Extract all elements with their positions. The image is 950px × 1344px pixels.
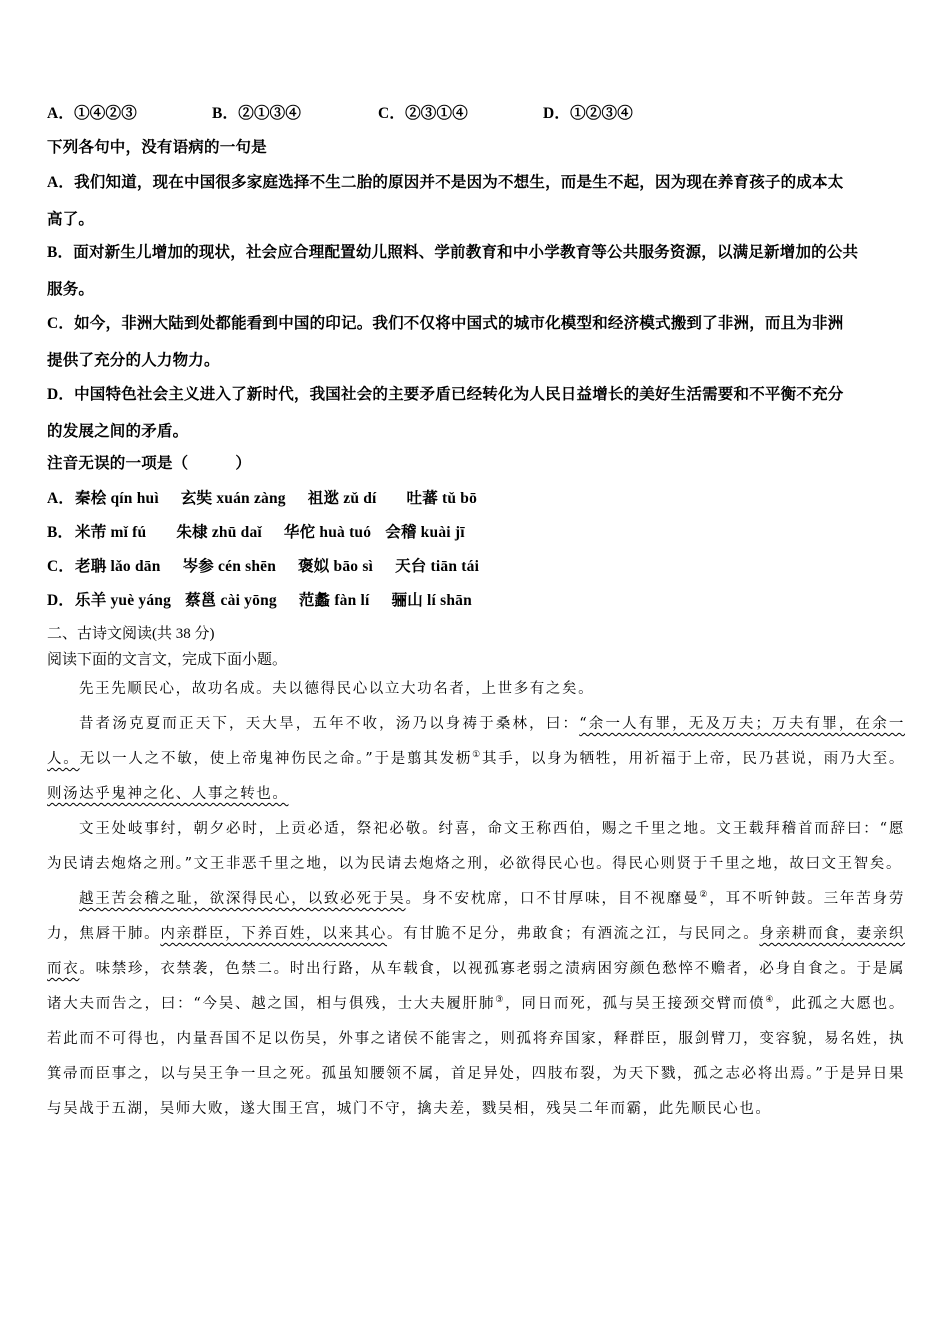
pinyin-option-b [47, 520, 487, 542]
pinyin-item: 米芾 mǐ fú [75, 524, 147, 541]
underlined-sentence: 内亲群臣，下养百姓，以来其心 [160, 926, 388, 942]
grammar-option-b-line2: 服务。 [47, 281, 95, 298]
passage-text: 。味禁珍，衣禁袭，色禁二。时出行路，从车载食，以视孤寡老弱之渍病困穷颜色愁悴不赡者，必身自食之。于是属诸大夫而告之，曰：“今吴、越之国，相与俱残，士大夫履肝肺 [47, 961, 905, 1012]
passage-text: ，耳不听钟鼓。三年苦身劳力，焦唇干肺。 [47, 891, 906, 942]
pinyin-item: 天台 tiān tái [395, 558, 480, 575]
pinyin-item: 朱棣 zhū daǐ [176, 524, 262, 541]
grammar-question-stem: 下列各句中，没有语病的一句是 [47, 139, 267, 156]
passage-paragraph-4 [47, 882, 905, 1127]
footnote-marker: ① [472, 750, 482, 761]
underlined-sentence: “余一人有罪，无及万夫；万夫有罪，在余一人。 [47, 716, 905, 767]
pinyin-item: 骊山 lí shān [391, 592, 472, 609]
option-b: B．②①③④ [212, 105, 302, 122]
passage-text: ，此孤之大愿也。若此而不可得也，内量吾国不足以伤吴，外事之诸侯不能害之，则孤将弃国家，释群臣，服剑臂刀，变容貌，易名姓，执箕帚而臣事之，以与吴王争一旦之死。孤虽知腰领不属，首足异处，四肢布裂，为天下戮，孤之志必将出焉。”于是异日果与吴战于五湖，吴师大败，遂大围王宫，城门不守，擒夫差，戮吴相，残吴二年而霸，此先顺民心也。 [47, 996, 906, 1117]
pinyin-option-label: C． [47, 558, 75, 575]
pinyin-item: 范蠡 fàn lí [298, 592, 370, 609]
section-title: 二、古诗文阅读(共 38 分) [47, 626, 215, 642]
pinyin-item: 华佗 huà tuó [283, 524, 372, 541]
footnote-marker: ③ [495, 995, 506, 1006]
option-d: D．①②③④ [543, 105, 633, 122]
footnote-marker: ④ [765, 995, 776, 1006]
option-a: A．①④②③ [47, 105, 137, 122]
pinyin-option-label: A． [47, 490, 75, 507]
underlined-sentence: 则汤达乎鬼神之化、人事之转也。 [47, 786, 289, 802]
passage-paragraph-2 [47, 707, 905, 812]
grammar-option-d-line2: 的发展之间的矛盾。 [47, 423, 189, 440]
pinyin-option-c [47, 554, 501, 576]
classical-passage [47, 672, 905, 1127]
pinyin-option-label: B． [47, 524, 74, 541]
passage-text: 。有甘脆不足分，弗敢食；有酒流之江，与民同之。 [387, 926, 760, 942]
passage-text: 无以一人之不敏，使上帝鬼神伤民之命。”于是翦其发枥 [79, 751, 473, 767]
grammar-option-d-line1: D．中国特色社会主义进入了新时代，我国社会的主要矛盾已经转化为人民日益增长的美好生活需要和不平衡不充分 [47, 386, 844, 403]
footnote-marker: ② [699, 890, 710, 901]
pinyin-item: 祖逖 zǔ dí [307, 490, 377, 507]
pinyin-item: 会稽 kuài jī [385, 524, 465, 541]
pinyin-option-a [47, 486, 499, 508]
pinyin-option-label: D． [47, 592, 75, 609]
pinyin-item: 玄奘 xuán zàng [180, 490, 286, 507]
grammar-option-a-line2: 高了。 [47, 211, 95, 228]
grammar-option-b-line1: B．面对新生儿增加的现状，社会应合理配置幼儿照料、学前教育和中小学教育等公共服务资源，以满足新增加的公共 [47, 244, 859, 261]
pinyin-item: 老聃 lǎo dān [75, 558, 161, 575]
passage-text: 昔者汤克夏而正天下，天大旱，五年不收，汤乃以身祷于桑林，曰： [79, 716, 580, 732]
option-c: C．②③①④ [378, 105, 468, 122]
pinyin-item: 褒姒 bāo sì [298, 558, 374, 575]
pinyin-option-d [47, 588, 494, 610]
passage-text: ，同日而死，孤与吴王接颈交臂而偾 [505, 996, 766, 1012]
passage-text: 。身不安枕席，口不甘厚味，目不视靡曼 [405, 891, 700, 907]
grammar-option-c-line2: 提供了充分的人力物力。 [47, 352, 220, 369]
pinyin-item: 吐蕃 tǔ bō [406, 490, 478, 507]
pinyin-item: 蔡邕 cài yōng [185, 592, 277, 609]
pinyin-item: 岑参 cén shēn [182, 558, 277, 575]
pinyin-question-stem: 注音无误的一项是（ ） [47, 455, 252, 472]
underlined-sentence: 越王苦会稽之耻，欲深得民心，以致必死于吴 [79, 891, 406, 907]
passage-paragraph-1: 先王先顺民心，故功名成。夫以德得民心以立大功名者，上世多有之矣。 [79, 681, 595, 697]
passage-paragraph-3: 文王处岐事纣，朝夕必时，上贡必适，祭祀必敬。纣喜，命文王称西伯，赐之千里之地。文王载拜稽首而辞曰：“愿为民请去炮烙之刑。”文王非恶千里之地，以为民请去炮烙之刑，必欲得民心也。得民心则贤于千里之地，故曰文王智矣。 [47, 821, 905, 872]
section-instruction: 阅读下面的文言文，完成下面小题。 [47, 652, 288, 668]
grammar-option-a-line1: A．我们知道，现在中国很多家庭选择不生二胎的原因并不是因为不想生，而是生不起，因为现在养育孩子的成本太 [47, 174, 844, 191]
underlined-sentence: 身亲耕而食，妻亲织而衣 [47, 926, 906, 977]
pinyin-item: 秦桧 qín huì [75, 490, 159, 507]
pinyin-item: 乐羊 yuè yáng [75, 592, 172, 609]
passage-text: 其手，以身为牺牲，用祈福于上帝，民乃甚说，雨乃大至。 [482, 751, 906, 767]
grammar-option-c-line1: C．如今，非洲大陆到处都能看到中国的印记。我们不仅将中国式的城市化模型和经济模式搬到了非洲，而且为非洲 [47, 315, 844, 332]
